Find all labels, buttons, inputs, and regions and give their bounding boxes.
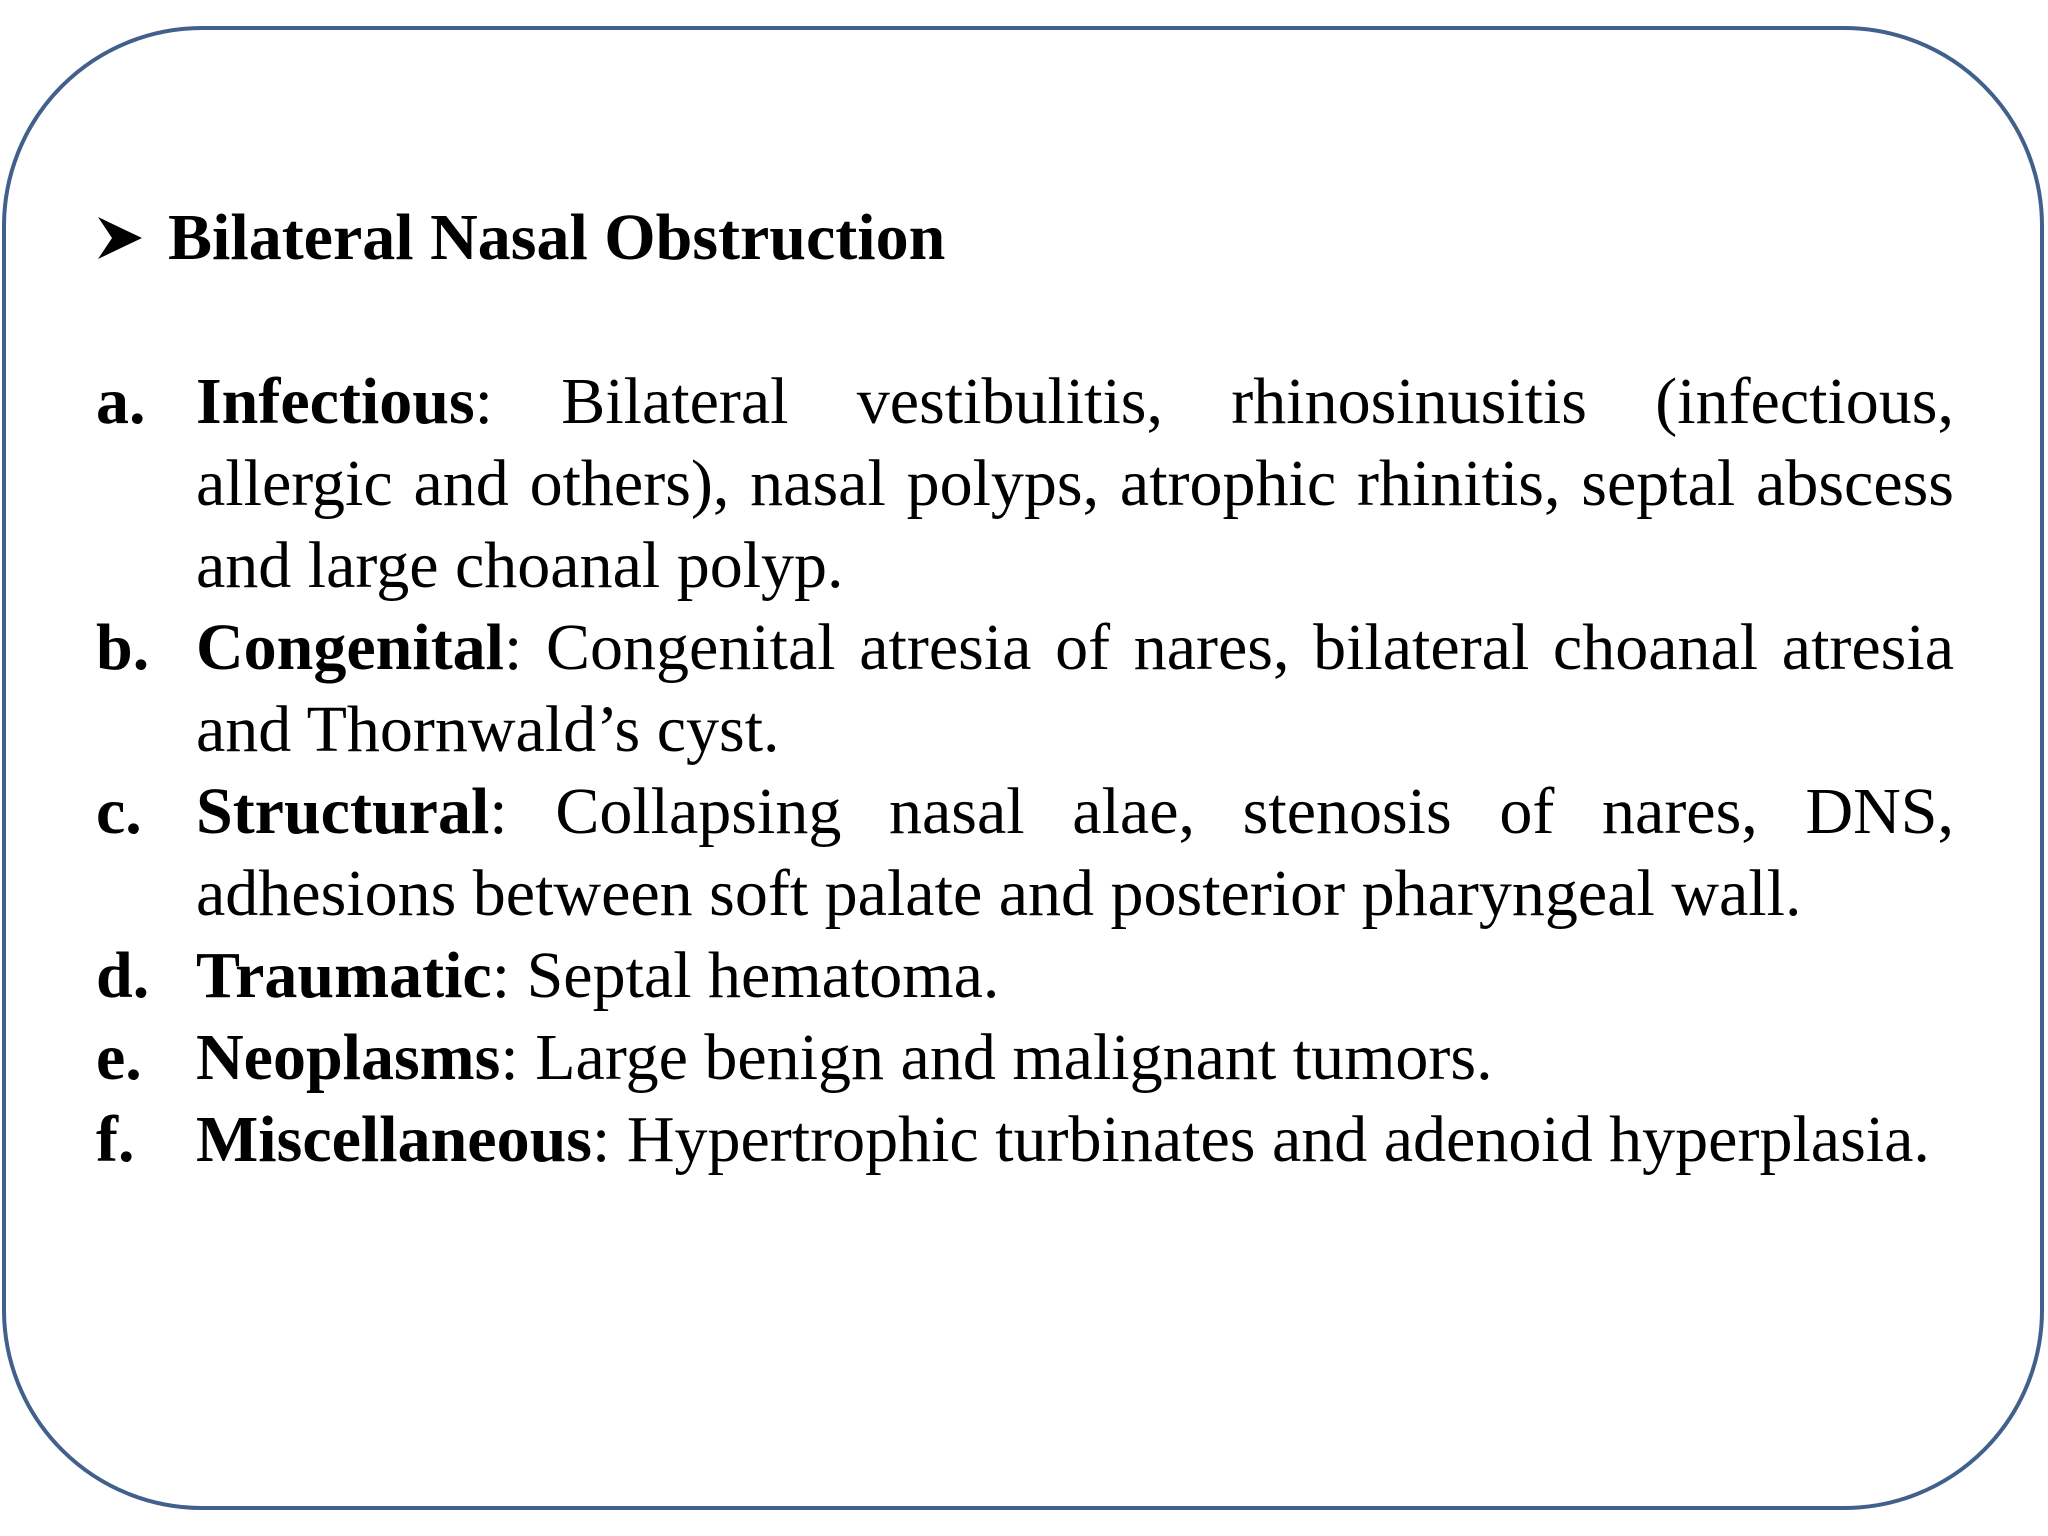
item-term: Infectious [196, 365, 475, 438]
list-item-congenital [96, 607, 1954, 771]
arrow-bullet-icon [96, 215, 144, 261]
list-item-structural [96, 771, 1954, 935]
heading [96, 200, 945, 276]
list-item-miscellaneous [96, 1099, 1954, 1181]
item-separator: : [474, 365, 494, 438]
item-term: Congenital [196, 611, 505, 684]
list-item-infectious [96, 361, 1954, 607]
list-marker: d. [96, 939, 150, 1012]
list-marker: f. [96, 1103, 135, 1176]
item-term: Neoplasms [196, 1021, 501, 1094]
item-term: Miscellaneous [196, 1103, 592, 1176]
item-separator: : [491, 939, 511, 1012]
item-term: Traumatic [196, 939, 492, 1012]
list-marker: b. [96, 611, 150, 684]
heading-text: Bilateral Nasal Obstruction [168, 201, 946, 274]
cause-list [96, 361, 1954, 1181]
item-text: Bilateral vestibulitis, rhinosinusitis (infectious, allergic and others), nasal polyps, atrophic rhinitis, septal abscess and large choanal polyp. [196, 365, 1954, 602]
item-text: Collapsing nasal alae, stenosis of nares, DNS, adhesions between soft palate and posterior pharyngeal wall. [196, 775, 1954, 930]
item-separator: : [500, 1021, 519, 1094]
item-separator: : [504, 611, 523, 684]
item-text: Congenital atresia of nares, bilateral choanal atresia and Thornwald’s cyst. [196, 611, 1954, 766]
item-text: Septal hematoma. [510, 939, 1000, 1012]
list-item-traumatic [96, 935, 1954, 1017]
item-separator: : [489, 775, 508, 848]
list-marker: c. [96, 775, 142, 848]
item-term: Structural [196, 775, 490, 848]
list-marker: a. [96, 365, 146, 438]
item-separator: : [591, 1103, 611, 1176]
item-text: Large benign and malignant tumors. [518, 1021, 1493, 1094]
list-item-neoplasms [96, 1017, 1954, 1099]
item-text: Hypertrophic turbinates and adenoid hyperplasia. [610, 1103, 1930, 1176]
list-marker: e. [96, 1021, 142, 1094]
